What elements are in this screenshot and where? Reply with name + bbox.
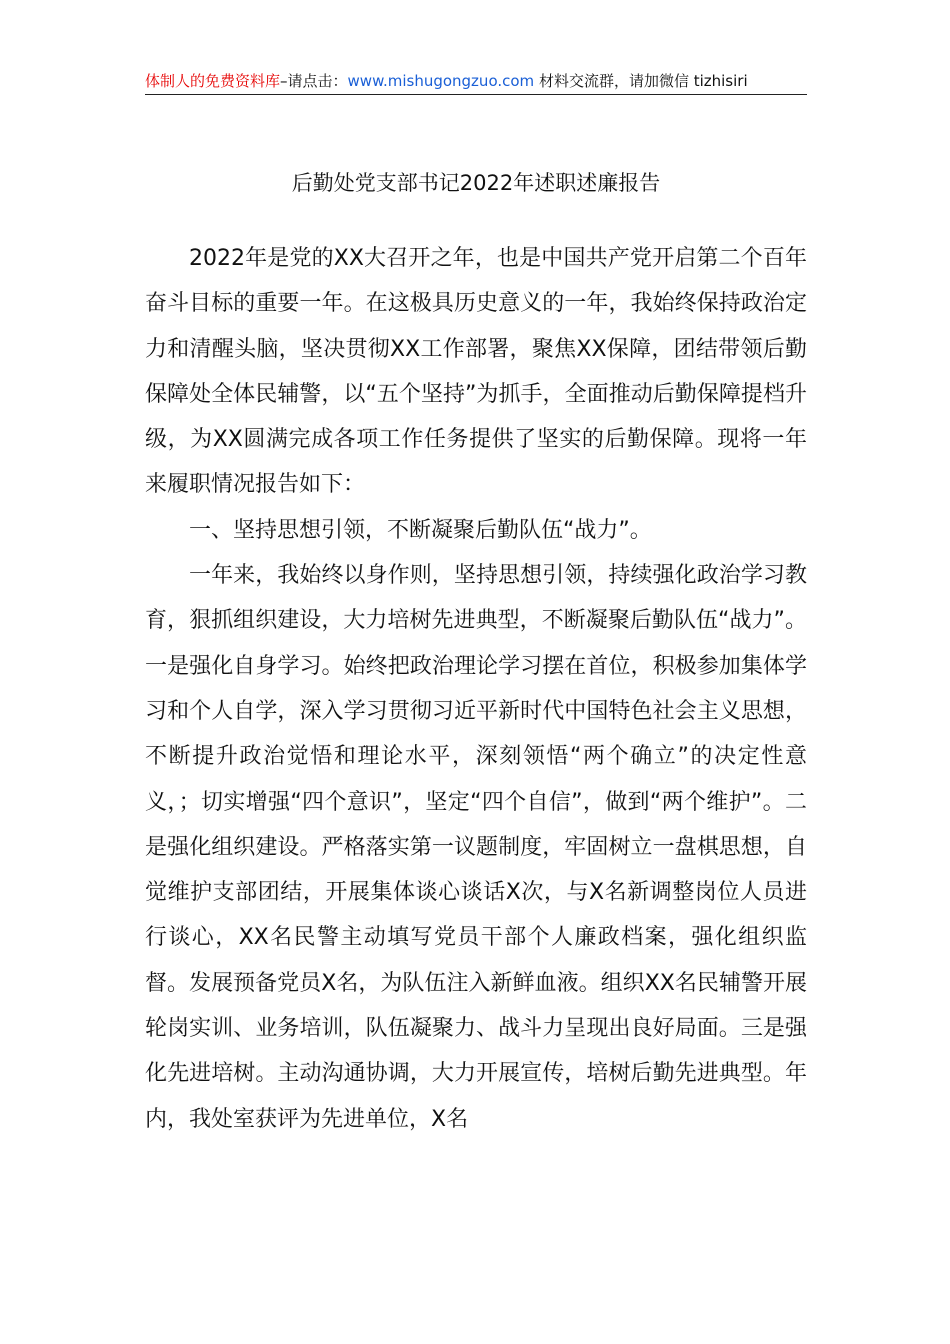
document-body (145, 236, 807, 1142)
header-brand: 体制人的免费资料库 (145, 72, 281, 90)
header-separator: –请点击： (280, 72, 348, 90)
paragraph-section-1: 一年来，我始终以身作则，坚持思想引领，持续强化政治学习教育，狠抓组织建设，大力培树先进典型，不断凝聚后勤队伍“战力”。一是强化自身学习。始终把政治理论学习摆在首位，积极参加集体学习和个人自学，深入学习贯彻习近平新时代中国特色社会主义思想，不断提升政治觉悟和理论水平，深刻领悟“两个确立”的决定性意义，；切实增强“四个意识”，坚定“四个自信”，做到“两个维护”。二是强化组织建设。严格落实第一议题制度，牢固树立一盘棋思想，自觉维护支部团结，开展集体谈心谈话X次，与X名新调整岗位人员进行谈心，XX名民警主动填写党员干部个人廉政档案，强化组织监督。发展预备党员X名，为队伍注入新鲜血液。组织XX名民辅警开展轮岗实训、业务培训，队伍凝聚力、战斗力呈现出良好局面。三是强化先进培树。主动沟通协调，大力开展宣传，培树后勤先进典型。年内，我处室获评为先进单位，X名 (145, 563, 807, 1132)
page-header (145, 68, 807, 95)
section-heading-1: 一、坚持思想引领，不断凝聚后勤队伍“战力”。 (189, 517, 652, 543)
header-tail: 材料交流群，请加微信 tizhisiri (534, 72, 748, 90)
paragraph-intro: 2022年是党的XX大召开之年，也是中国共产党开启第二个百年奋斗目标的重要一年。在这极具历史意义的一年，我始终保持政治定力和清醒头脑，坚决贯彻XX工作部署，聚焦XX保障，团结带领后勤保障处全体民辅警，以“五个坚持”为抓手，全面推动后勤保障提档升级，为XX圆满完成各项工作任务提供了坚实的后勤保障。现将一年来履职情况报告如下： (145, 246, 807, 498)
document-title: 后勤处党支部书记2022年述职述廉报告 (291, 171, 661, 195)
header-url-link[interactable]: www.mishugongzuo.com (347, 72, 535, 90)
